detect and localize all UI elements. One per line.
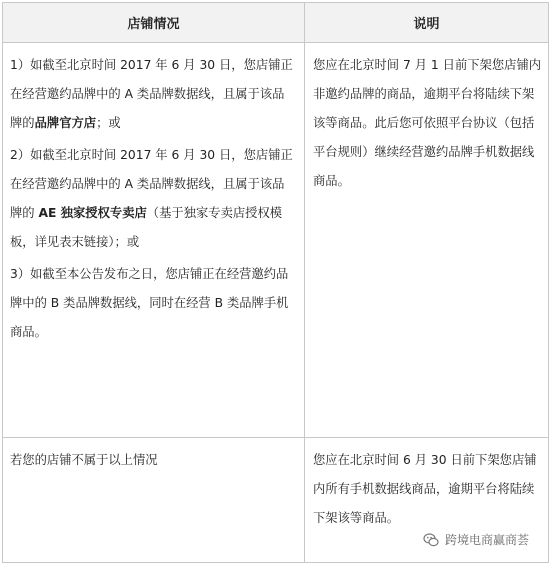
condition-2: 2）如截至北京时间 2017 年 6 月 30 日，您店铺正在经营邀约品牌中的 A 类品牌数据线，且属于该品牌的 AE 独家授权专卖店（基于独家专卖店授权模板，详见表末链接）；或 bbox=[10, 148, 293, 249]
table-header-row bbox=[3, 3, 549, 43]
header-explanation: 说明 bbox=[305, 3, 549, 43]
explanation-text: 您应在北京时间 6 月 30 日前下架您店铺内所有手机数据线商品，逾期平台将陆续下架该等商品。 bbox=[313, 453, 537, 525]
store-situation-cell bbox=[3, 438, 305, 563]
watermark-text: 跨境电商赢商荟 bbox=[444, 533, 529, 547]
condition-3: 3）如截至本公告发布之日，您店铺正在经营邀约品牌中的 B 类品牌数据线，同时在经营 B 类品牌手机商品。 bbox=[10, 267, 289, 339]
watermark bbox=[420, 530, 532, 549]
header-store-situation: 店铺情况 bbox=[3, 3, 305, 43]
store-situation-cell bbox=[3, 43, 305, 438]
table-row bbox=[3, 43, 549, 438]
policy-table bbox=[2, 2, 549, 563]
other-situation-text: 若您的店铺不属于以上情况 bbox=[10, 453, 158, 467]
condition-1: 1）如截至北京时间 2017 年 6 月 30 日，您店铺正在经营邀约品牌中的 A 类品牌数据线，且属于该品牌的品牌官方店；或 bbox=[10, 58, 293, 130]
wechat-bubble-icon bbox=[423, 532, 439, 548]
explanation-text: 您应在北京时间 7 月 1 日前下架您店铺内非邀约品牌的商品，逾期平台将陆续下架该等商品。此后您可依照平台协议（包括平台规则）继续经营邀约品牌手机数据线商品。 bbox=[313, 58, 542, 188]
explanation-cell bbox=[305, 43, 549, 438]
